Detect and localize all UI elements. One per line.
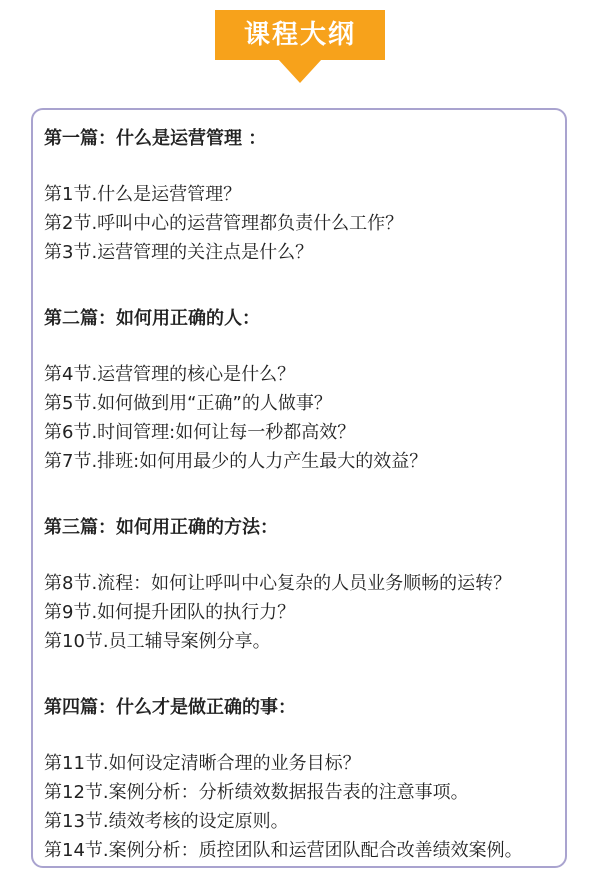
lesson-item: 第2节.呼叫中心的运营管理都负责什么工作？ — [44, 213, 404, 234]
section-4 — [44, 695, 584, 865]
section-2 — [44, 306, 584, 476]
lesson-item: 第9节.如何提升团队的执行力？ — [44, 602, 296, 623]
section-title: 第二篇：如何用正确的人： — [44, 308, 260, 329]
banner-title: 课程大纲 — [243, 20, 356, 50]
course-outline-banner — [215, 10, 385, 60]
section-title: 第三篇：如何用正确的方法： — [44, 517, 278, 538]
lesson-item: 第11节.如何设定清晰合理的业务目标？ — [44, 753, 361, 774]
lesson-item: 第4节.运营管理的核心是什么？ — [44, 364, 296, 385]
section-1 — [44, 126, 584, 267]
lesson-item: 第14节.案例分析：质控团队和运营团队配合改善绩效案例。 — [44, 840, 523, 861]
banner-arrow-decoration — [278, 59, 322, 83]
lesson-item: 第1节.什么是运营管理？ — [44, 184, 242, 205]
lesson-item: 第3节.运营管理的关注点是什么？ — [44, 242, 314, 263]
section-title: 第一篇：什么是运营管理 ： — [44, 128, 267, 149]
lesson-item: 第7节.排班:如何用最少的人力产生最大的效益？ — [44, 451, 428, 472]
lesson-item: 第10节.员工辅导案例分享。 — [44, 631, 271, 652]
lesson-item: 第6节.时间管理:如何让每一秒都高效？ — [44, 422, 356, 443]
lesson-item: 第12节.案例分析：分析绩效数据报告表的注意事项。 — [44, 782, 469, 803]
section-title: 第四篇：什么才是做正确的事： — [44, 697, 296, 718]
lesson-item: 第8节.流程：如何让呼叫中心复杂的人员业务顺畅的运转？ — [44, 573, 512, 594]
section-3 — [44, 515, 584, 656]
lesson-item: 第13节.绩效考核的设定原则。 — [44, 811, 289, 832]
outline-content — [44, 120, 584, 865]
lesson-item: 第5节.如何做到用“正确”的人做事？ — [44, 393, 332, 414]
